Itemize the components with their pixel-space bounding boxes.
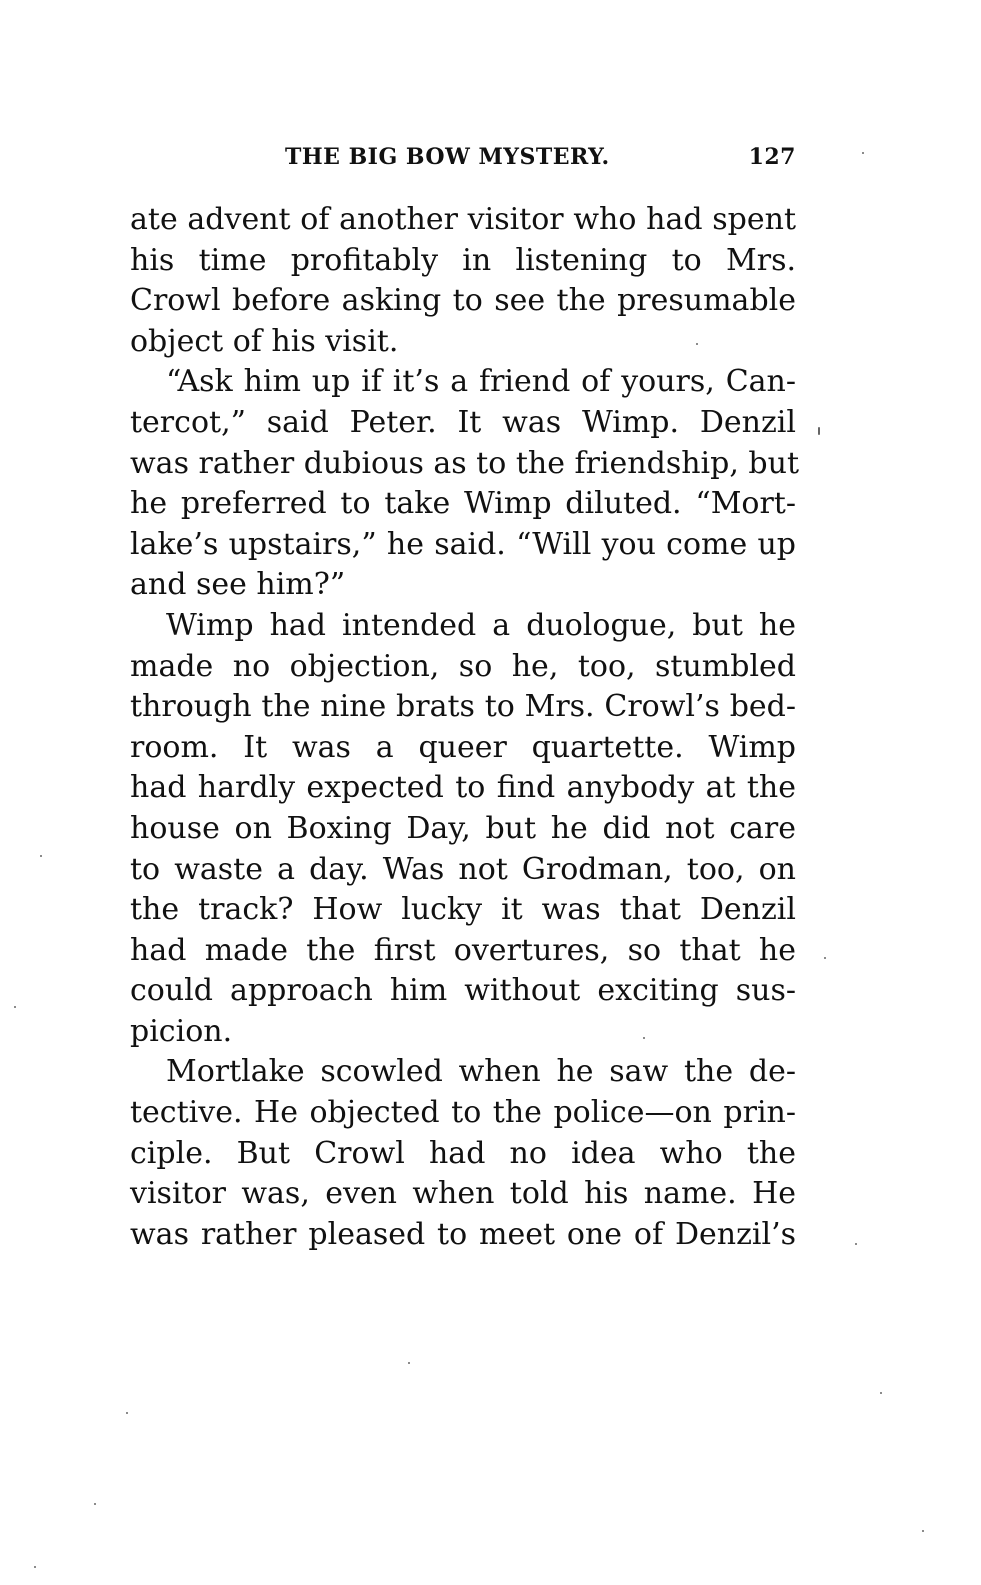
text-line: his time profitably in listening to Mrs.	[130, 242, 796, 278]
text-line: could approach him without exciting sus-	[130, 973, 796, 1009]
text-line: Crowl before asking to see the presumable	[130, 283, 796, 319]
body-text	[130, 200, 799, 1255]
text-line: Mortlake scowled when he saw the de-	[166, 1054, 796, 1090]
text-line: room. It was a queer quartette. Wimp	[130, 729, 796, 765]
text-line: Wimp had intended a duologue, but he	[166, 607, 796, 643]
running-title: THE BIG BOW MYSTERY.	[285, 144, 610, 170]
scan-speck	[880, 1392, 882, 1394]
running-head	[130, 144, 796, 174]
text-line: had hardly expected to find anybody at the	[130, 770, 796, 806]
scan-speck	[696, 343, 698, 345]
text-line: tective. He objected to the police—on prin-	[130, 1095, 796, 1131]
text-line: tercot,” said Peter. It was Wimp. Denzil	[130, 404, 796, 440]
scan-speck	[408, 1362, 410, 1364]
text-line: he preferred to take Wimp diluted. “Mort-	[130, 486, 796, 522]
scan-speck	[34, 1566, 36, 1568]
text-line: to waste a day. Was not Grodman, too, on	[130, 851, 796, 887]
text-line: object of his visit.	[130, 323, 399, 359]
scan-speck	[862, 152, 864, 154]
scan-speck	[824, 957, 826, 959]
text-line: ate advent of another visitor who had spent	[130, 202, 796, 237]
text-line: made no objection, so he, too, stumbled	[130, 648, 796, 684]
scan-speck	[922, 1530, 924, 1532]
scan-speck	[818, 427, 820, 435]
text-line: house on Boxing Day, but he did not care	[130, 810, 796, 846]
text-line: the track? How lucky it was that Denzil	[130, 892, 796, 928]
text-line: was rather pleased to meet one of Denzil’s	[130, 1216, 796, 1252]
text-line: visitor was, even when told his name. He	[130, 1176, 796, 1212]
scan-speck	[14, 1006, 16, 1008]
text-line: ciple. But Crowl had no idea who the	[130, 1135, 796, 1171]
text-line: “Ask him up if it’s a friend of yours, Can-	[166, 364, 796, 400]
scan-speck	[94, 1503, 96, 1505]
text-line: through the nine brats to Mrs. Crowl’s bed-	[130, 689, 796, 725]
page-number: 127	[748, 144, 796, 170]
text-line: lake’s upstairs,” he said. “Will you come up	[130, 526, 796, 562]
scan-speck	[855, 1243, 857, 1245]
text-line: was rather dubious as to the friendship, but	[130, 445, 799, 481]
scan-speck	[643, 1037, 645, 1039]
text-line: and see him?”	[130, 567, 346, 603]
scan-speck	[126, 1412, 128, 1414]
text-line: had made the first overtures, so that he	[130, 932, 796, 968]
scan-speck	[40, 855, 42, 857]
text-line: picion.	[130, 1013, 233, 1049]
